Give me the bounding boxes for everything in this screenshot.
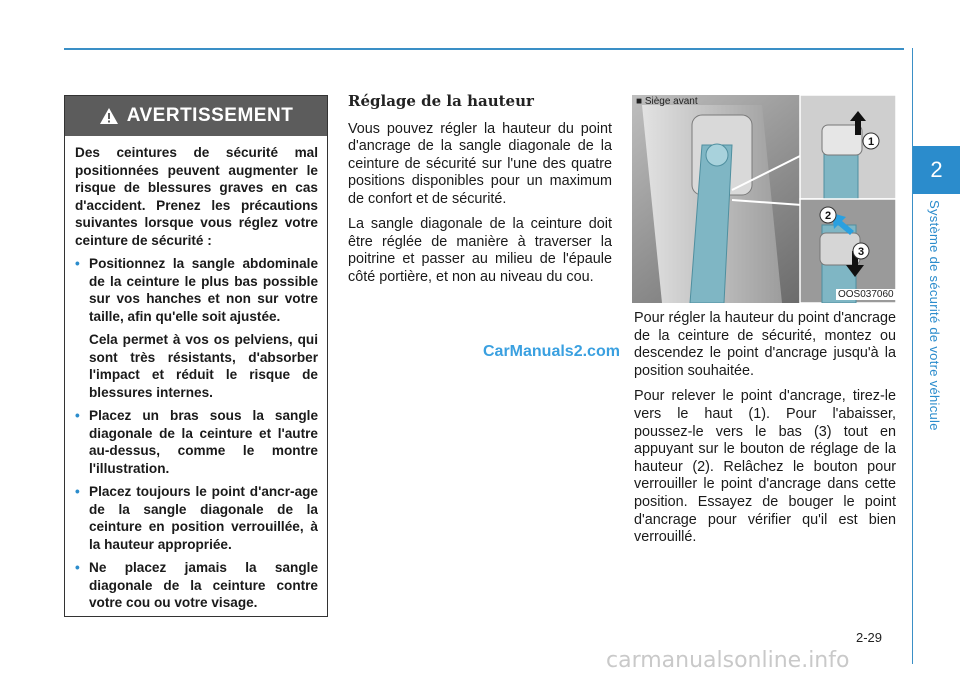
warning-intro: Des ceintures de sécurité mal positionnées peuvent augmenter le risque de blessures graves en cas d'accident. Prenez les précautions suivantes lorsque vous réglez votre ceinture de sécurité : xyxy=(75,145,318,248)
belt-anchor xyxy=(706,144,728,166)
figure-code: OOS037060 xyxy=(838,289,894,300)
top-rule xyxy=(64,48,904,50)
warning-list xyxy=(75,255,318,612)
watermark-link[interactable]: CarManuals2.com xyxy=(483,343,620,360)
warning-triangle-icon xyxy=(99,107,119,125)
right-paragraph: Pour relever le point d'ancrage, tirez-le vers le haut (1). Pour l'abaisser, poussez-le vers le bas (3) tout en appuyant sur le bouton de réglage de la hauteur (2). Relâchez le bouton pour verrouiller le point d'ancrage dans cette position. Essayez de bouger le point d'ancrage pour vérifier qu'il est bien verrouillé. xyxy=(634,388,896,546)
callout-label: 3 xyxy=(857,246,865,258)
warning-body xyxy=(65,136,327,612)
chapter-tab[interactable]: 2 xyxy=(913,146,960,194)
page-number: 2-29 xyxy=(856,630,883,645)
callout-label: 2 xyxy=(824,210,832,222)
chapter-title: Système de sécurité de votre véhicule xyxy=(927,200,942,431)
section-paragraph: Vous pouvez régler la hauteur du point d'ancrage de la sangle diagonale de la ceinture de sécurité sur l'une des quatre positions disponibles pour un maximum de confort et de sécurité. xyxy=(348,120,612,207)
middle-column xyxy=(348,93,612,294)
warning-item xyxy=(75,559,318,612)
warning-item xyxy=(75,483,318,553)
side-rule xyxy=(912,48,913,664)
warning-box xyxy=(64,95,328,617)
right-column xyxy=(634,310,896,555)
watermark-bottom[interactable]: carmanualsonline.info xyxy=(606,648,850,673)
section-paragraph: La sangle diagonale de la ceinture doit être réglée de manière à traverser la poitrine et passer au milieu de l'épaule côté portière, et non au niveau du cou. xyxy=(348,216,612,285)
seatbelt-figure xyxy=(632,95,896,303)
section-title: Réglage de la hauteur xyxy=(348,92,534,110)
figure-caption: ■ Siège avant xyxy=(636,96,698,107)
warning-item xyxy=(75,407,318,477)
warning-header-label: AVERTISSEMENT xyxy=(126,105,294,126)
warning-item-text: Ne placez jamais la sangle diagonale de la ceinture contre votre cou ou votre visage. xyxy=(89,560,318,610)
warning-header xyxy=(65,96,327,136)
warning-item-extra: Cela permet à vos os pelviens, qui sont très résistants, d'absorber l'impact et réduit le risque de blessures internes. xyxy=(89,332,318,400)
warning-item-text: Placez un bras sous la sangle diagonale de la ceinture et l'autre au-dessus, comme le montre l'illustration. xyxy=(89,408,318,476)
callout-label: 1 xyxy=(867,136,875,148)
warning-item xyxy=(75,255,318,401)
right-paragraph: Pour régler la hauteur du point d'ancrage de la ceinture de sécurité, montez ou descendez le point d'ancrage jusqu'à la position souhaitée. xyxy=(634,310,896,379)
warning-item-text: Positionnez la sangle abdominale de la ceinture le plus bas possible sur vos hanches et non sur votre taille, afin qu'elle soit ajustée. xyxy=(89,256,318,324)
warning-item-text: Placez toujours le point d'ancr-age de la sangle diagonale de la ceinture en position verrouillée, à la hauteur appropriée. xyxy=(89,484,318,552)
